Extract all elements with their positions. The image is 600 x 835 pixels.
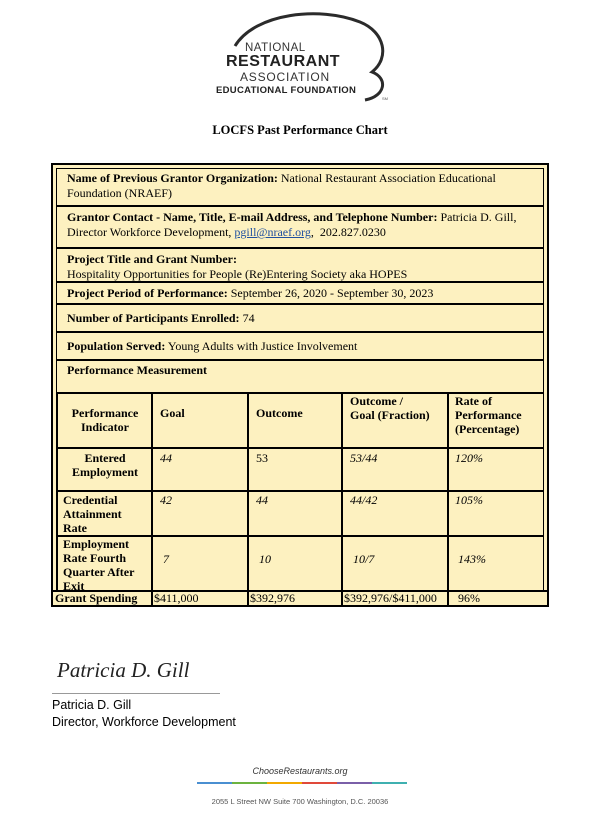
signature-line	[52, 693, 220, 694]
page-title: LOCFS Past Performance Chart	[212, 123, 388, 137]
header-goal: Goal	[160, 406, 185, 420]
measurement-row	[56, 360, 544, 392]
row-spending-rate: 96%	[458, 591, 480, 605]
row-employment-rate: 143%	[458, 552, 486, 566]
period-label: Project Period of Performance:	[67, 286, 228, 300]
period-value: September 26, 2020 - September 30, 2023	[230, 286, 434, 300]
population-label: Population Served:	[67, 339, 166, 353]
contact-label: Grantor Contact - Name, Title, E-mail Address, and Telephone Number:	[67, 210, 438, 224]
handwritten-signature	[55, 655, 225, 687]
row-entered-outcome: 53	[256, 451, 268, 465]
row-employment-fraction: 10/7	[353, 552, 375, 566]
row-spending-goal: $411,000	[154, 591, 199, 605]
logo-line-national: NATIONAL	[245, 42, 306, 54]
project-row	[56, 248, 544, 282]
project-label: Project Title and Grant Number:	[67, 252, 237, 266]
project-value: Hospitality Opportunities for People (Re)Entering Society aka HOPES	[67, 267, 408, 281]
row-entered-indicator: Entered Employment	[72, 451, 138, 479]
enrolled-value: 74	[242, 311, 255, 325]
logo-line-association: ASSOCIATION	[240, 70, 330, 84]
signature-script: Patricia D. Gill	[57, 658, 190, 682]
row-credential-fraction: 44/42	[350, 493, 378, 507]
footer-bar	[372, 782, 407, 784]
contact-value: Patricia D. Gill, Director Workforce Development,	[67, 210, 517, 239]
logo-line-foundation: EDUCATIONAL FOUNDATION	[216, 85, 357, 96]
row-credential-goal: 42	[160, 493, 172, 507]
contact-separator: ,	[310, 225, 314, 239]
measurement-label: Performance Measurement	[67, 363, 208, 377]
footer-bar	[302, 782, 337, 784]
population-value: Young Adults with Justice Involvement	[167, 339, 358, 353]
performance-chart-table	[51, 163, 549, 607]
row-employment-goal: 7	[163, 552, 169, 566]
row-employment-indicator: Employment Rate Fourth Quarter After Exit	[63, 537, 135, 593]
header-fraction: Outcome / Goal (Fraction)	[350, 394, 430, 422]
row-credential-rate: 105%	[455, 493, 483, 507]
row-spending-outcome: $392,976	[250, 591, 295, 605]
row-spending-indicator: Grant Spending	[55, 591, 138, 605]
grantor-label: Name of Previous Grantor Organization:	[67, 171, 278, 185]
row-credential-outcome: 44	[256, 493, 268, 507]
header-outcome: Outcome	[256, 406, 303, 420]
row-entered-rate: 120%	[455, 451, 483, 465]
footer-address: 2055 L Street NW Suite 700 Washington, D.C. 20036	[211, 797, 389, 806]
header-indicator: Performance Indicator	[71, 406, 139, 434]
header-rate: Rate of Performance (Percentage)	[455, 394, 522, 436]
contact-row	[56, 206, 544, 248]
signer-name: Patricia D. Gill	[52, 698, 132, 712]
row-credential-indicator: Credential Attainment Rate	[63, 493, 122, 535]
grantor-row	[56, 168, 544, 206]
row-spending-fraction: $392,976/$411,000	[344, 591, 437, 605]
footer-color-bars	[197, 782, 407, 784]
signer-title: Director, Workforce Development	[52, 715, 236, 729]
footer-bar	[337, 782, 372, 784]
footer-bar	[197, 782, 232, 784]
row-entered-fraction: 53/44	[350, 451, 378, 465]
nraef-logo	[200, 8, 400, 103]
row-employment-outcome: 10	[259, 552, 271, 566]
footer-bar	[267, 782, 302, 784]
enrolled-label: Number of Participants Enrolled:	[67, 311, 240, 325]
footer-website: ChooseRestaurants.org	[252, 766, 348, 776]
performance-grid	[53, 392, 547, 605]
population-row	[56, 332, 544, 360]
enrolled-row	[56, 304, 544, 332]
contact-email-link[interactable]: pgill@nraef.org	[234, 225, 311, 239]
row-entered-goal: 44	[160, 451, 172, 465]
logo-mark: SM	[382, 96, 388, 101]
logo-line-restaurant: RESTAURANT	[226, 53, 341, 70]
grantor-value: National Restaurant Association Educational Foundation (NRAEF)	[67, 171, 496, 200]
footer-bar	[232, 782, 267, 784]
period-row	[56, 282, 544, 304]
contact-phone: 202.827.0230	[319, 225, 386, 239]
